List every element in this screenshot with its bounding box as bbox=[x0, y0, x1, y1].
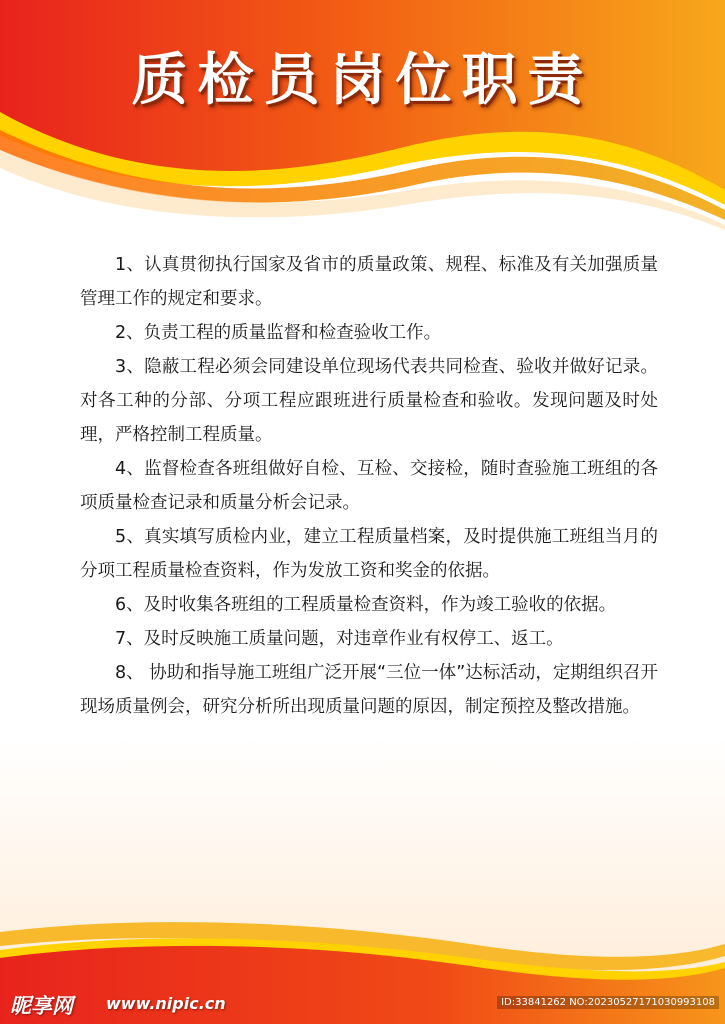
nipic-logo: 昵享网 bbox=[10, 994, 73, 1018]
nipic-url: www.nipic.cn bbox=[106, 994, 226, 1013]
duty-item: 7、及时反映施工质量问题，对违章作业有权停工、返工。 bbox=[115, 629, 564, 649]
duty-item: 8、 协助和指导施工班组广泛开展“三位一体”达标活动，定期组织召开现场质量例会，研究分析所出现质量问题的原因，制定预控及整改措施。 bbox=[80, 663, 658, 717]
duty-item: 4、监督检查各班组做好自检、互检、交接检，随时查验施工班组的各项质量检查记录和质量分析会记录。 bbox=[80, 459, 658, 513]
page-title: 质检员岗位职责 bbox=[131, 48, 594, 113]
image-id-label: ID:33841262 NO:20230527171030993108 bbox=[497, 996, 719, 1009]
duty-item: 3、隐蔽工程必须会同建设单位现场代表共同检查、验收并做好记录。对各工种的分部、分项工程应跟班进行质量检查和验收。发现问题及时处理，严格控制工程质量。 bbox=[80, 357, 658, 445]
duty-item: 1、认真贯彻执行国家及省市的质量政策、规程、标准及有关加强质量管理工作的规定和要求。 bbox=[80, 255, 658, 309]
duty-item: 5、真实填写质检内业，建立工程质量档案，及时提供施工班组当月的分项工程质量检查资料，作为发放工资和奖金的依据。 bbox=[80, 527, 658, 581]
duty-item: 2、负责工程的质量监督和检查验收工作。 bbox=[115, 323, 442, 343]
duty-item: 6、及时收集各班组的工程质量检查资料，作为竣工验收的依据。 bbox=[115, 595, 617, 615]
duties-list bbox=[80, 248, 658, 724]
